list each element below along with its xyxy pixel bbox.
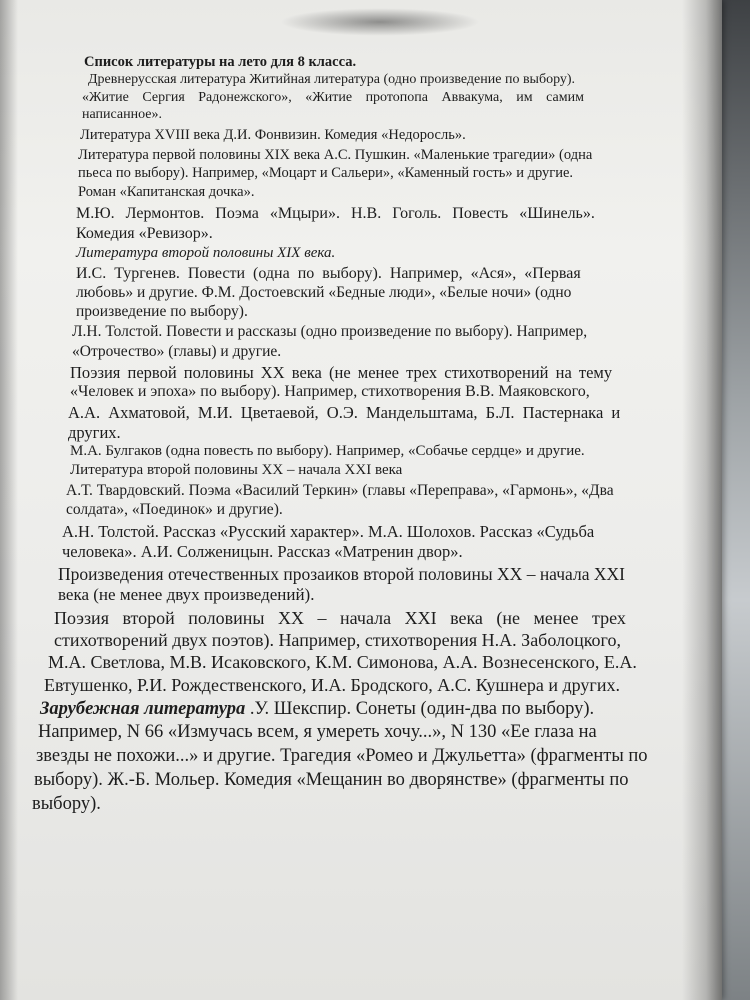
text-line: написанное».: [82, 107, 162, 122]
text-line: Евтушенко, Р.И. Рождественского, И.А. Бродского, А.С. Кушнера и других.: [44, 675, 620, 695]
text-line: Литература первой половины XIX века А.С. Пушкин. «Маленькие трагедии» (одна: [78, 147, 593, 163]
text-line: Литература XVIII века Д.И. Фонвизин. Комедия «Недоросль».: [80, 127, 466, 143]
text-line: века (не менее двух произведений).: [58, 585, 315, 604]
text-line: Поэзия первой половины XX века (не менее трех стихотворений на тему: [70, 363, 613, 382]
text-line: Поэзия второй половины XX – начала XXI века (не менее трех: [54, 608, 626, 628]
text-line: Например, N 66 «Измучась всем, я умереть хочу...», N 130 «Ее глаза на: [38, 722, 597, 742]
text-line: Произведения отечественных прозаиков второй половины XX – начала XXI: [58, 564, 625, 584]
page-title: Список литературы на лето для 8 класса.: [84, 54, 357, 70]
text-line: произведение по выбору).: [76, 303, 248, 320]
text-line: «Житие Сергия Радонежского», «Житие протопопа Аввакума, им самим: [82, 90, 584, 105]
text-line: А.А. Ахматовой, М.И. Цветаевой, О.Э. Мандельштама, Б.Л. Пастернака и: [68, 403, 621, 422]
text-line: А.Н. Толстой. Рассказ «Русский характер». М.А. Шолохов. Рассказ «Судьба: [62, 522, 595, 541]
text-line: М.А. Светлова, М.В. Исаковского, К.М. Симонова, А.А. Вознесенского, Е.А.: [48, 652, 637, 672]
text-span: .У. Шекспир. Сонеты (один-два по выбору).: [249, 699, 595, 719]
section-heading: Литература второй половины XX – начала XXI века: [70, 462, 403, 478]
toner-smudge-right: [682, 0, 722, 1000]
text-line: выбору). Ж.-Б. Мольер. Комедия «Мещанин во дворянстве» (фрагменты по: [34, 770, 629, 790]
text-line: И.С. Тургенев. Повести (одна по выбору). Например, «Ася», «Первая: [76, 265, 581, 282]
text-line: других.: [68, 423, 121, 442]
text-line: А.Т. Твардовский. Поэма «Василий Теркин» (главы «Переправа», «Гармонь», «Два: [66, 482, 614, 499]
text-line: пьеса по выбору). Например, «Моцарт и Сальери», «Каменный гость» и другие.: [78, 165, 574, 181]
text-line: любовь» и другие. Ф.М. Достоевский «Бедные люди», «Белые ночи» (одно: [76, 284, 572, 301]
section-heading: Литература второй половины XIX века.: [76, 245, 336, 261]
text-line: человека». А.И. Солженицын. Рассказ «Матренин двор».: [62, 542, 463, 561]
text-line: звезды не похожи...» и другие. Трагедия «Ромео и Джульетта» (фрагменты по: [36, 746, 648, 766]
text-line: выбору).: [32, 794, 101, 814]
text-line: Роман «Капитанская дочка».: [78, 184, 255, 200]
text-line: «Человек и эпоха» по выбору). Например, стихотворения В.В. Маяковского,: [70, 383, 590, 400]
text-line: «Отрочество» (главы) и другие.: [72, 343, 282, 360]
foreign-literature-line: [40, 699, 594, 720]
toner-smudge-left: [0, 0, 18, 1000]
text-line: Л.Н. Толстой. Повести и рассказы (одно произведение по выбору). Например,: [72, 323, 588, 340]
text-line: солдата», «Поединок» и другие).: [66, 501, 283, 518]
text-line: стихотворений двух поэтов). Например, стихотворения Н.А. Заболоцкого,: [54, 630, 621, 650]
section-heading: Зарубежная литература: [40, 699, 246, 719]
text-line: Комедия «Ревизор».: [76, 225, 213, 242]
text-line: Древнерусская литература Житийная литература (одно произведение по выбору).: [88, 72, 576, 87]
toner-smudge-top: [280, 8, 480, 36]
text-line: М.А. Булгаков (одна повесть по выбору). Например, «Собачье сердце» и другие.: [70, 443, 585, 459]
text-line: М.Ю. Лермонтов. Поэма «Мцыри». Н.В. Гоголь. Повесть «Шинель».: [76, 205, 595, 222]
